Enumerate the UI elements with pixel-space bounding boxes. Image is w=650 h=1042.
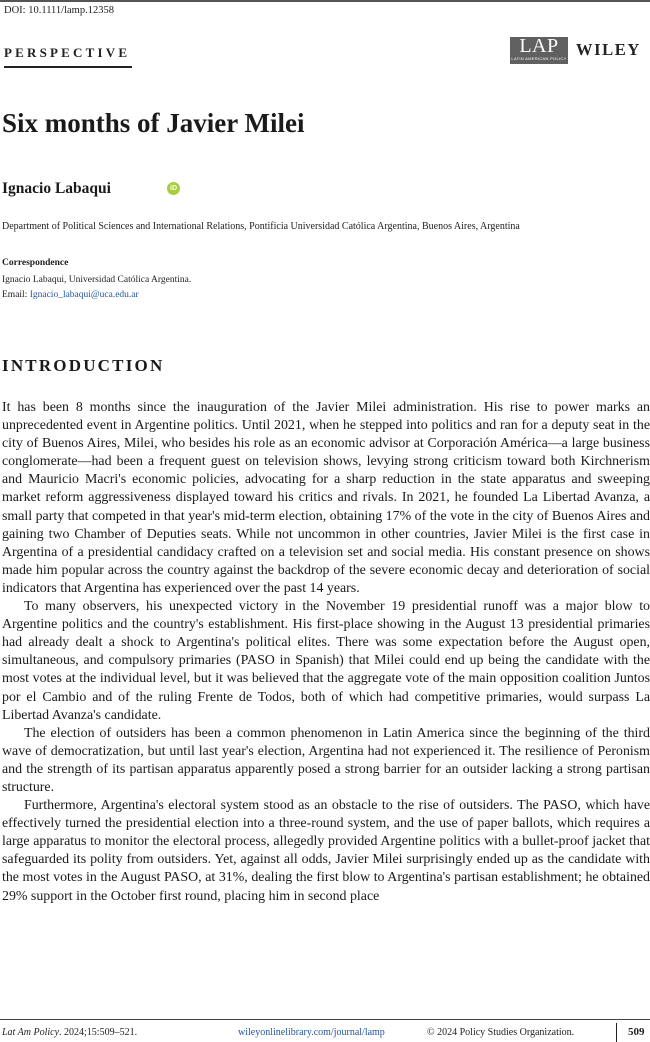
body-paragraph-4: Furthermore, Argentina's electoral system stood as an obstacle to the rise of outsiders. The PASO, which have effectively turned the presidential election into a three-round system, and the use of paper ballots, which requires a large apparatus to monitor the electoral process, allegedly provided Argentine politics with a bullet-proof jacket that safeguarded its polity from outsiders. Yet, against all odds, Javier Milei surprisingly ended up as the candidate with the most votes in the August PASO, at 31%, dealing the first blow to Argentina's partisan establishment; he obtained 29% support in the October first round, placing him in second place <box>2 798 650 904</box>
footer-journal-name: Lat Am Policy <box>2 1027 60 1038</box>
top-rule <box>0 0 650 2</box>
body-paragraph-2: To many observers, his unexpected victory in the November 19 presidential runoff was a major blow to Argentine politics and the country's establishment. His first-place showing in the August 13 presidential primaries had already dealt a shock to Argentina's political elites. There was some expectation before the August open, simultaneous, and compulsory primaries (PASO in Spanish) that Milei could end up being the candidate with the most votes at the individual level, but it was believed that the aggregate vote of the main opposition coalition Juntos por el Cambio and of the ruling Frente de Todos, both of which had competitive primaries, would surpass La Libertad Avanza's candidate. <box>2 599 650 723</box>
section-label: PERSPECTIVE <box>4 45 131 60</box>
correspondence-email <box>2 290 139 300</box>
section-heading-introduction: INTRODUCTION <box>2 356 165 375</box>
section-underline <box>4 66 132 68</box>
correspondence-label: Correspondence <box>2 258 69 268</box>
body-paragraph-1: It has been 8 months since the inauguration of the Javier Milei administration. His rise to power marks an unprecedented event in Argentine politics. Until 2021, when he stepped into politics and ran for a deputy seat in the city of Buenos Aires, Milei, who besides his role as an economic advisor at Corporación América—a large business conglomerate—had been a frequent guest on television shows, levying strong criticism toward both Kirchnerism and Mauricio Macri's economic policies, advocating for a sharp reduction in the state apparatus and sweeping market reform aggressiveness displayed toward his critics and rivals. In 2021, he founded La Libertad Avanza, a small party that competed in that year's mid-term election, obtaining 17% of the vote in the city of Buenos Aires and gaining two Chamber of Deputies seats. While not uncommon in other countries, Javier Milei is the first case in Argentina of a presidential candidacy crafted on a television set and social media. His constant presence on shows made him popular across the country against the backdrop of the severe economic decay and deterioration of social indicators that Argentina has experienced over the past 14 years. <box>2 400 650 596</box>
orcid-icon[interactable]: iD <box>167 182 180 195</box>
article-title: Six months of Javier Milei <box>2 108 305 138</box>
author-name[interactable]: Ignacio Labaqui <box>2 180 111 197</box>
footer-rule <box>0 1019 650 1020</box>
footer-journal-link[interactable]: wileyonlinelibrary.com/journal/lamp <box>238 1027 385 1038</box>
doi: DOI: 10.1111/lamp.12358 <box>4 5 114 16</box>
wiley-logo: WILEY <box>576 40 641 59</box>
body-text <box>2 399 650 906</box>
footer-divider <box>616 1023 617 1042</box>
email-label: Email: <box>2 290 30 300</box>
correspondence-address: Ignacio Labaqui, Universidad Católica Argentina. <box>2 275 192 285</box>
footer-citation-detail: . 2024;15:509–521. <box>59 1027 138 1038</box>
lap-logo-subtitle: LATIN AMERICAN POLICY <box>511 56 567 61</box>
lap-logo-text: LAP <box>519 35 559 57</box>
author-affiliation: Department of Political Sciences and International Relations, Pontificia Universidad Católica Argentina, Buenos Aires, Argentina <box>2 221 520 232</box>
footer-copyright: © 2024 Policy Studies Organization. <box>427 1027 575 1038</box>
footer-citation <box>2 1027 137 1038</box>
body-paragraph-3: The election of outsiders has been a common phenomenon in Latin America since the beginning of the third wave of democratization, but until last year's election, Argentina had not experienced it. The resilience of Peronism and the strength of its partisan apparatus apparently posed a strong barrier for an outsider lacking a strong partisan structure. <box>2 725 650 795</box>
lap-journal-logo <box>510 37 568 64</box>
page-number: 509 <box>628 1026 645 1038</box>
email-link[interactable]: Ignacio_labaqui@uca.edu.ar <box>29 290 139 300</box>
